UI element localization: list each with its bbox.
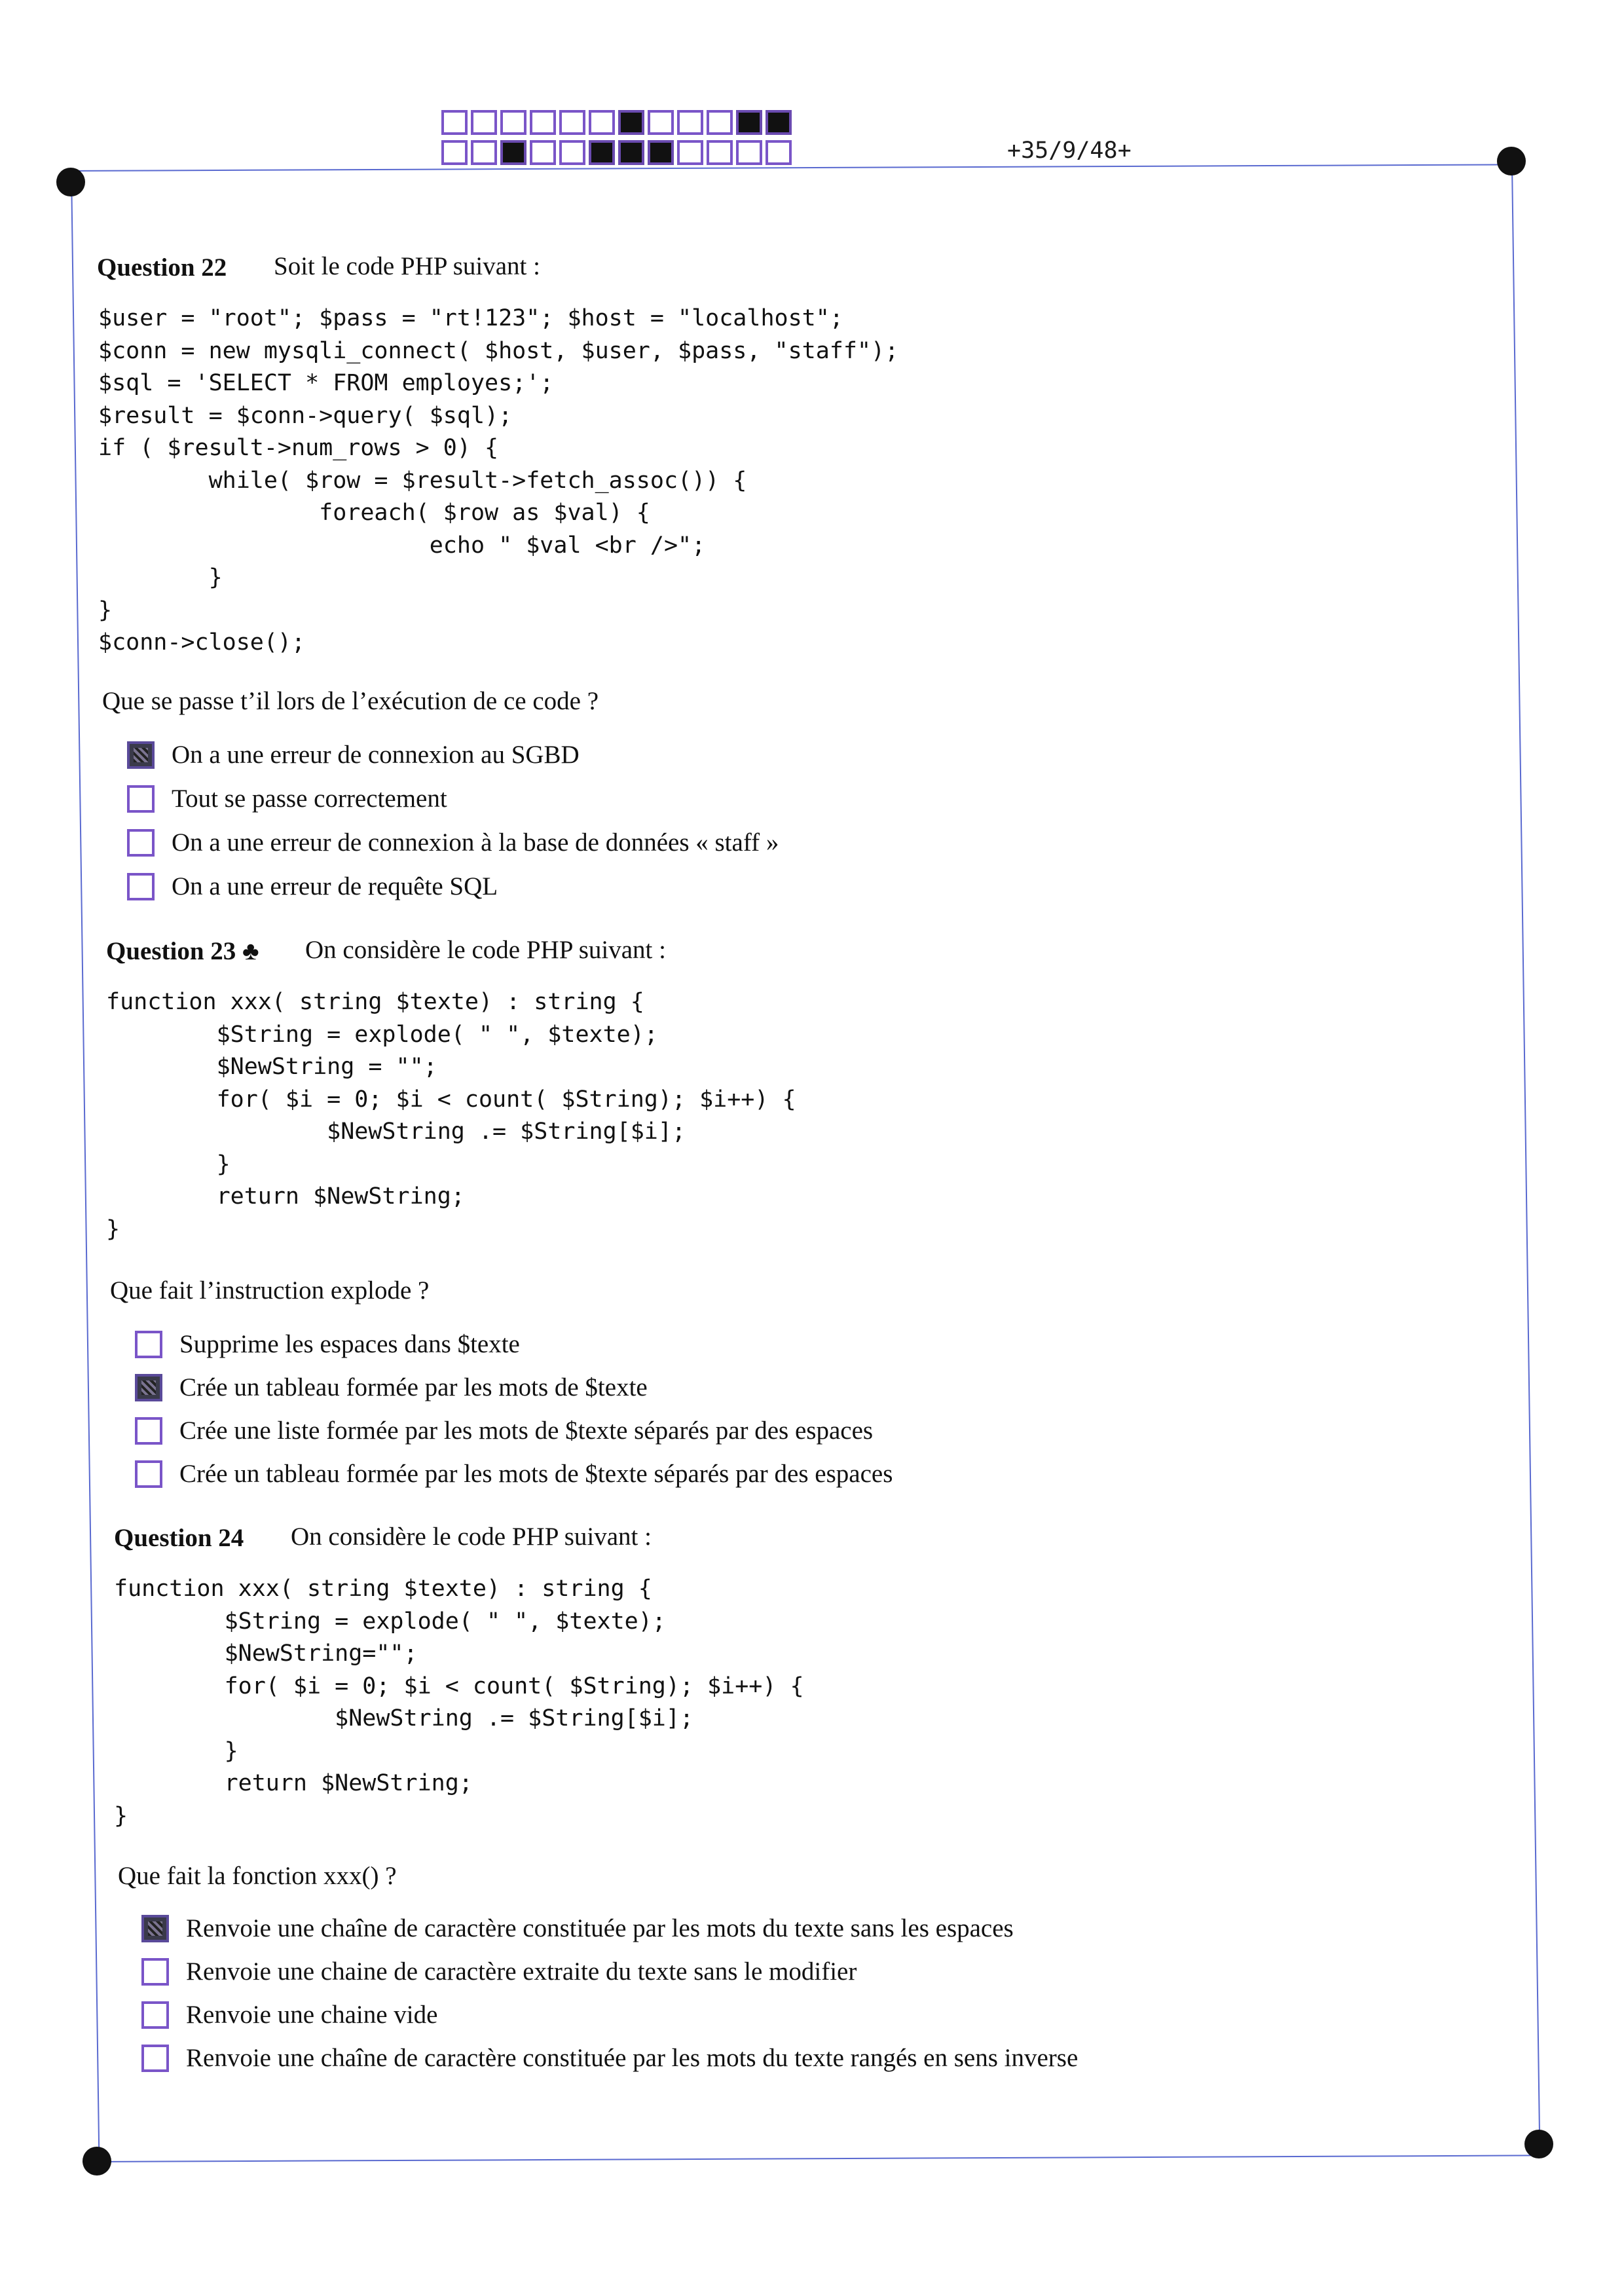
question-prompt: Que fait la fonction xxx() ? <box>118 1862 397 1890</box>
answer-option[interactable] <box>127 828 779 857</box>
checkbox[interactable] <box>127 829 155 857</box>
checkbox[interactable] <box>135 1460 162 1488</box>
id-grid-cell <box>559 140 585 165</box>
code-block: function xxx( string $texte) : string { $String = explode( " ", $texte); $NewString = ""; for( $i = 0; $i < count( $String); $i++) { $NewString .= $String[$i]; } return $NewString; } <box>106 989 796 1242</box>
checkbox[interactable] <box>127 873 155 900</box>
answer-option[interactable] <box>141 2043 1078 2073</box>
answer-option[interactable] <box>141 1914 1014 1943</box>
checkbox-checked[interactable] <box>135 1374 162 1401</box>
question-intro: On considère le code PHP suivant : <box>291 1523 652 1551</box>
id-grid-cell <box>471 140 497 165</box>
answer-text: On a une erreur de requête SQL <box>172 872 498 900</box>
id-grid-cell <box>471 110 497 135</box>
corner-marker-bottom-right <box>1524 2130 1553 2158</box>
question-prompt: Que se passe t’il lors de l’exécution de ce code ? <box>102 687 599 715</box>
id-grid-cell <box>441 110 468 135</box>
id-grid-cell-filled <box>589 140 615 165</box>
answer-text: Renvoie une chaine de caractère extraite du texte sans le modifier <box>186 1957 857 1986</box>
checkbox[interactable] <box>135 1331 162 1358</box>
answer-option[interactable] <box>127 740 580 769</box>
question-intro: Soit le code PHP suivant : <box>274 252 540 280</box>
corner-marker-top-left <box>56 168 85 196</box>
id-grid-cell-filled <box>648 140 674 165</box>
id-grid-cell-filled <box>736 110 762 135</box>
id-grid-cell <box>707 110 733 135</box>
id-grid-cell <box>677 110 703 135</box>
question-header <box>114 1523 244 1553</box>
id-grid-cell <box>441 140 468 165</box>
answer-text: Renvoie une chaîne de caractère constituée par les mots du texte rangés en sens inverse <box>186 2044 1079 2072</box>
question-header <box>97 253 227 282</box>
answer-text: Crée un tableau formée par les mots de $texte <box>179 1373 648 1401</box>
id-grid-row-2 <box>441 140 795 165</box>
id-grid-cell <box>707 140 733 165</box>
id-grid-cell <box>589 110 615 135</box>
question-prompt: Que fait l’instruction explode ? <box>110 1276 430 1305</box>
code-block: $user = "root"; $pass = "rt!123"; $host = "localhost"; $conn = new mysqli_connect( $host, $user, $pass, "staff"); $sql = 'SELECT * FROM employes;'; $result = $conn->query( $sql); if ( $result->num_rows > 0) { while( $row = $result->fetch_assoc()) { foreach( $row as $val) { echo " $val <br />"; } } $conn->close(); <box>98 305 899 656</box>
answer-option[interactable] <box>135 1416 873 1445</box>
answer-text: Tout se passe correctement <box>172 785 447 813</box>
answer-option[interactable] <box>127 872 498 901</box>
answer-text: On a une erreur de connexion au SGBD <box>172 741 580 769</box>
id-grid-cell <box>530 110 556 135</box>
answer-option[interactable] <box>127 784 447 813</box>
answer-text: Crée un tableau formée par les mots de $texte séparés par des espaces <box>179 1460 893 1488</box>
answer-option[interactable] <box>141 1957 857 1986</box>
frame-left-line <box>71 172 100 2162</box>
question-label: Question 23 <box>106 937 236 965</box>
checkbox[interactable] <box>141 1958 169 1986</box>
checkbox-checked[interactable] <box>127 741 155 769</box>
frame-bottom-line <box>97 2155 1538 2162</box>
question-intro: On considère le code PHP suivant : <box>305 936 666 964</box>
id-grid-cell <box>530 140 556 165</box>
answer-text: Renvoie une chaîne de caractère constituée par les mots du texte sans les espaces <box>186 1914 1014 1942</box>
id-grid-cell <box>766 140 792 165</box>
id-grid-cell-filled <box>618 140 644 165</box>
page-id: +35/9/48+ <box>1007 138 1132 164</box>
id-grid-cell <box>559 110 585 135</box>
id-grid-row-1 <box>441 110 795 135</box>
id-grid-cell <box>736 140 762 165</box>
code-block: function xxx( string $texte) : string { $String = explode( " ", $texte); $NewString=""; for( $i = 0; $i < count( $String); $i++) { $NewString .= $String[$i]; } return $NewString; } <box>114 1576 804 1829</box>
question-label: Question 22 <box>97 253 227 282</box>
checkbox[interactable] <box>141 2045 169 2072</box>
answer-text: On a une erreur de connexion à la base de données « staff » <box>172 828 779 857</box>
answer-option[interactable] <box>135 1459 893 1489</box>
frame-right-line <box>1511 164 1540 2155</box>
question-header <box>106 936 259 966</box>
id-grid-cell-filled <box>618 110 644 135</box>
checkbox-checked[interactable] <box>141 1915 169 1942</box>
corner-marker-top-right <box>1497 147 1526 176</box>
answer-text: Supprime les espaces dans $texte <box>179 1330 520 1358</box>
id-grid-cell-filled <box>766 110 792 135</box>
answer-option[interactable] <box>141 2000 437 2029</box>
checkbox[interactable] <box>135 1417 162 1445</box>
corner-marker-bottom-left <box>83 2147 111 2176</box>
answer-text: Crée une liste formée par les mots de $texte séparés par des espaces <box>179 1416 874 1445</box>
checkbox[interactable] <box>141 2001 169 2029</box>
id-grid-cell <box>500 110 526 135</box>
id-grid-cell <box>648 110 674 135</box>
answer-text: Renvoie une chaine vide <box>186 2001 438 2029</box>
id-grid-cell-filled <box>500 140 526 165</box>
answer-option[interactable] <box>135 1373 648 1402</box>
answer-option[interactable] <box>135 1329 520 1359</box>
club-icon: ♣ <box>242 937 259 965</box>
checkbox[interactable] <box>127 785 155 813</box>
id-grid-cell <box>677 140 703 165</box>
question-label: Question 24 <box>114 1524 244 1552</box>
frame-top-line <box>71 164 1511 172</box>
